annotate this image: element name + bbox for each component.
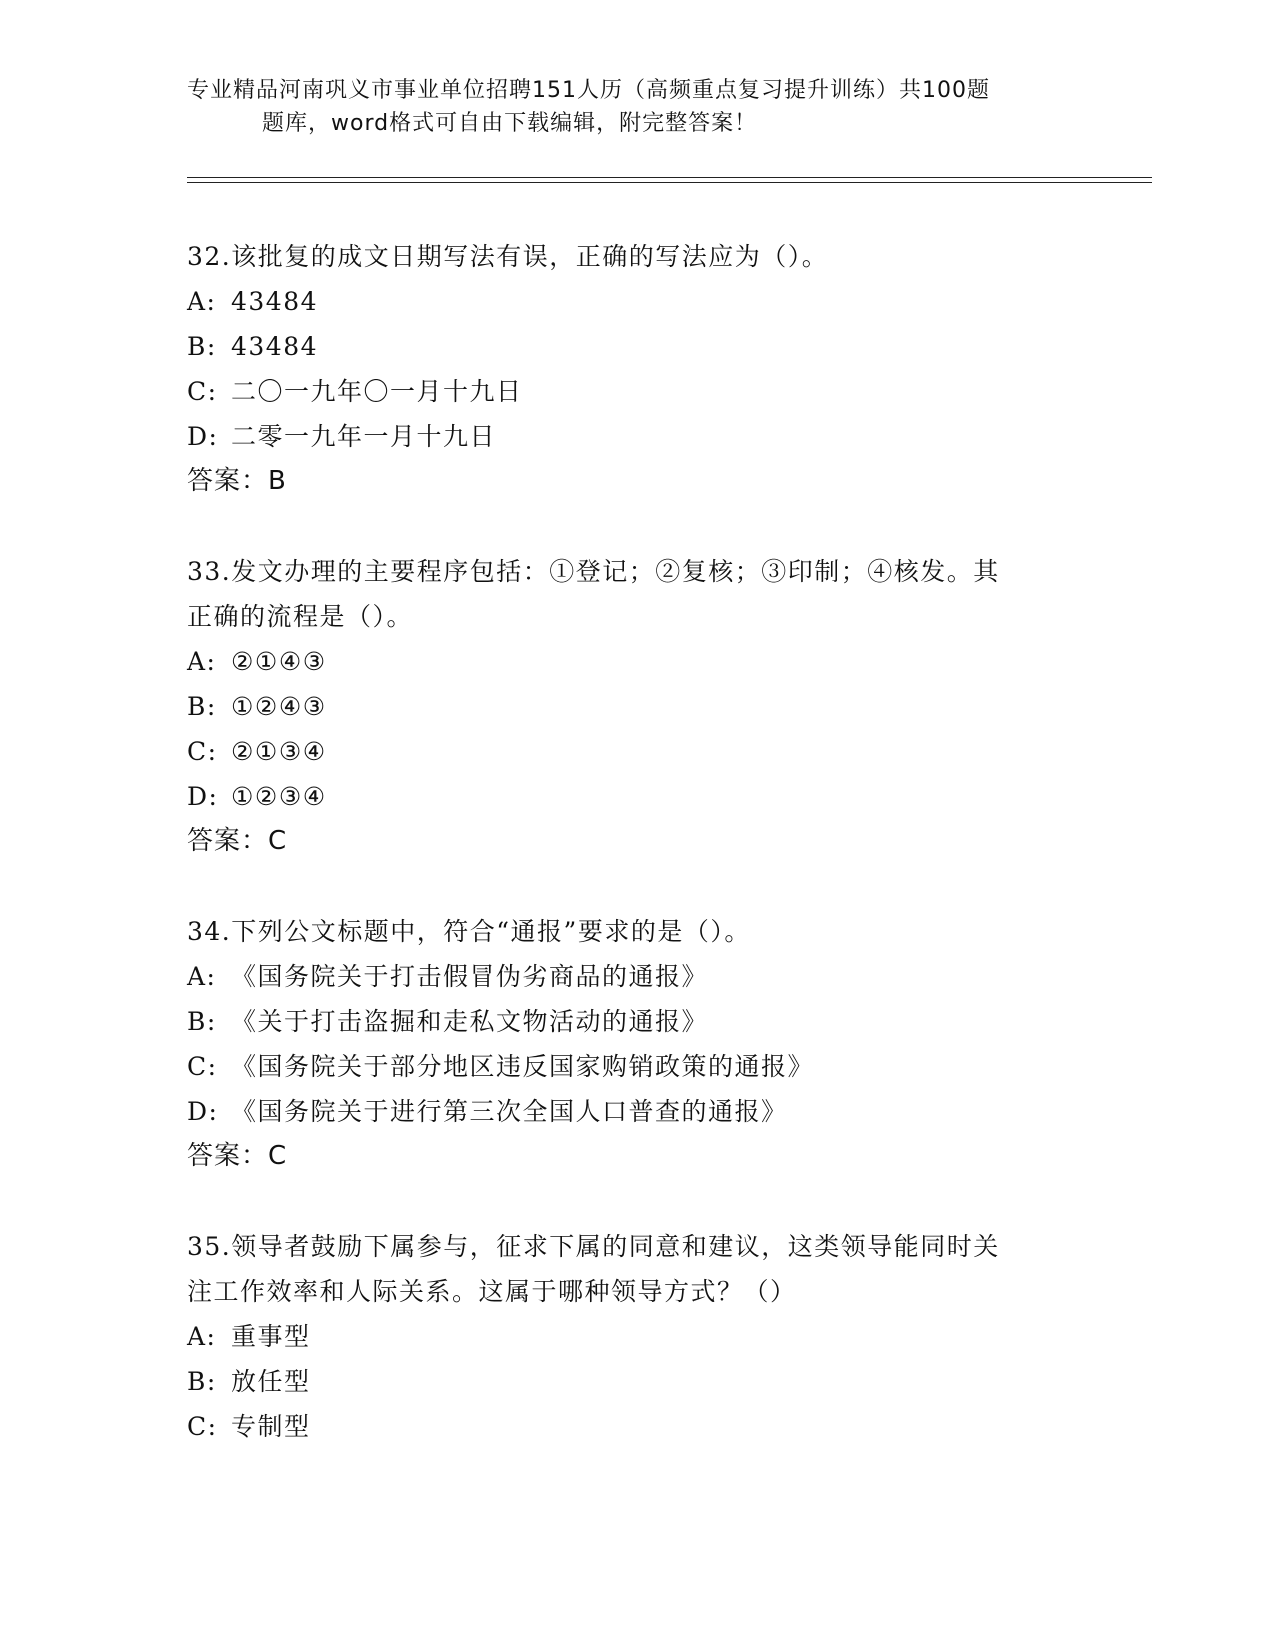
option-label: A:: [187, 1322, 217, 1351]
option-label: C:: [187, 1412, 218, 1441]
option-label: B:: [187, 332, 217, 361]
option-label: D:: [187, 782, 219, 811]
option-text: ①②③④: [231, 782, 327, 811]
header-divider-top: [187, 177, 1152, 178]
option-label: D:: [187, 422, 219, 451]
question-number: 33.: [187, 557, 232, 586]
option-c: [187, 729, 1087, 774]
header-title-line-2: 题库，word格式可自由下载编辑，附完整答案！: [262, 111, 758, 136]
option-b: [187, 684, 1087, 729]
option-text: 专制型: [231, 1412, 311, 1441]
option-c: [187, 1404, 1087, 1449]
option-text: 《国务院关于进行第三次全国人口普查的通报》: [231, 1097, 788, 1126]
option-a: [187, 1314, 1087, 1359]
option-label: A:: [187, 287, 217, 316]
option-label: B:: [187, 1367, 217, 1396]
question-stem: [187, 234, 1087, 279]
question-stem-line-1: 该批复的成文日期写法有误，正确的写法应为（）。: [231, 242, 829, 271]
option-d: [187, 774, 1087, 819]
question-stem: [187, 1224, 1087, 1269]
option-a: [187, 639, 1087, 684]
option-label: A:: [187, 962, 217, 991]
option-label: B:: [187, 692, 217, 721]
option-c: [187, 1044, 1087, 1089]
option-d: [187, 414, 1087, 459]
question-stem-line-2: 正确的流程是（）。: [187, 602, 414, 631]
option-text: 放任型: [231, 1367, 311, 1396]
answer-line: 答案：C: [187, 1141, 288, 1171]
option-text: ②①③④: [231, 737, 327, 766]
option-b: [187, 1359, 1087, 1404]
option-text: ②①④③: [231, 647, 327, 676]
option-text: 重事型: [231, 1322, 311, 1351]
question-number: 32.: [187, 242, 232, 271]
option-text: 43484: [231, 287, 319, 316]
option-text: 二〇一九年〇一月十九日: [231, 377, 523, 406]
option-text: 43484: [231, 332, 319, 361]
option-b: [187, 324, 1087, 369]
option-b: [187, 999, 1087, 1044]
question-stem-line-1: 下列公文标题中，符合“通报”要求的是（）。: [231, 917, 751, 946]
option-a: [187, 954, 1087, 999]
header-divider-bottom: [187, 182, 1152, 183]
option-text: 二零一九年一月十九日: [231, 422, 497, 451]
option-label: D:: [187, 1097, 219, 1126]
option-a: [187, 279, 1087, 324]
answer-line: 答案：C: [187, 826, 288, 856]
option-label: C:: [187, 1052, 218, 1081]
question-list: [187, 234, 1087, 1494]
option-label: C:: [187, 737, 218, 766]
option-label: A:: [187, 647, 217, 676]
question-stem-line-2: 注工作效率和人际关系。这属于哪种领导方式？（）: [187, 1277, 797, 1306]
option-label: C:: [187, 377, 218, 406]
option-text: 《关于打击盗掘和走私文物活动的通报》: [231, 1007, 709, 1036]
question-stem: [187, 909, 1087, 954]
question-stem: [187, 549, 1087, 594]
option-label: B:: [187, 1007, 217, 1036]
question-stem-line-1: 领导者鼓励下属参与，征求下属的同意和建议，这类领导能同时关: [231, 1232, 1000, 1261]
answer-line: 答案：B: [187, 466, 287, 496]
question-number: 34.: [187, 917, 232, 946]
question-32: [187, 234, 1087, 504]
question-33: [187, 549, 1087, 864]
question-34: [187, 909, 1087, 1179]
option-text: ①②④③: [231, 692, 327, 721]
option-d: [187, 1089, 1087, 1134]
header-title-line-1: 专业精品河南巩义市事业单位招聘151人历（高频重点复习提升训练）共100题: [187, 78, 990, 103]
question-number: 35.: [187, 1232, 232, 1261]
option-text: 《国务院关于打击假冒伪劣商品的通报》: [231, 962, 709, 991]
option-c: [187, 369, 1087, 414]
question-stem-line-1: 发文办理的主要程序包括：①登记；②复核；③印制；④核发。其: [231, 557, 1000, 586]
document-header: [187, 74, 1067, 140]
question-35: [187, 1224, 1087, 1449]
option-text: 《国务院关于部分地区违反国家购销政策的通报》: [231, 1052, 815, 1081]
